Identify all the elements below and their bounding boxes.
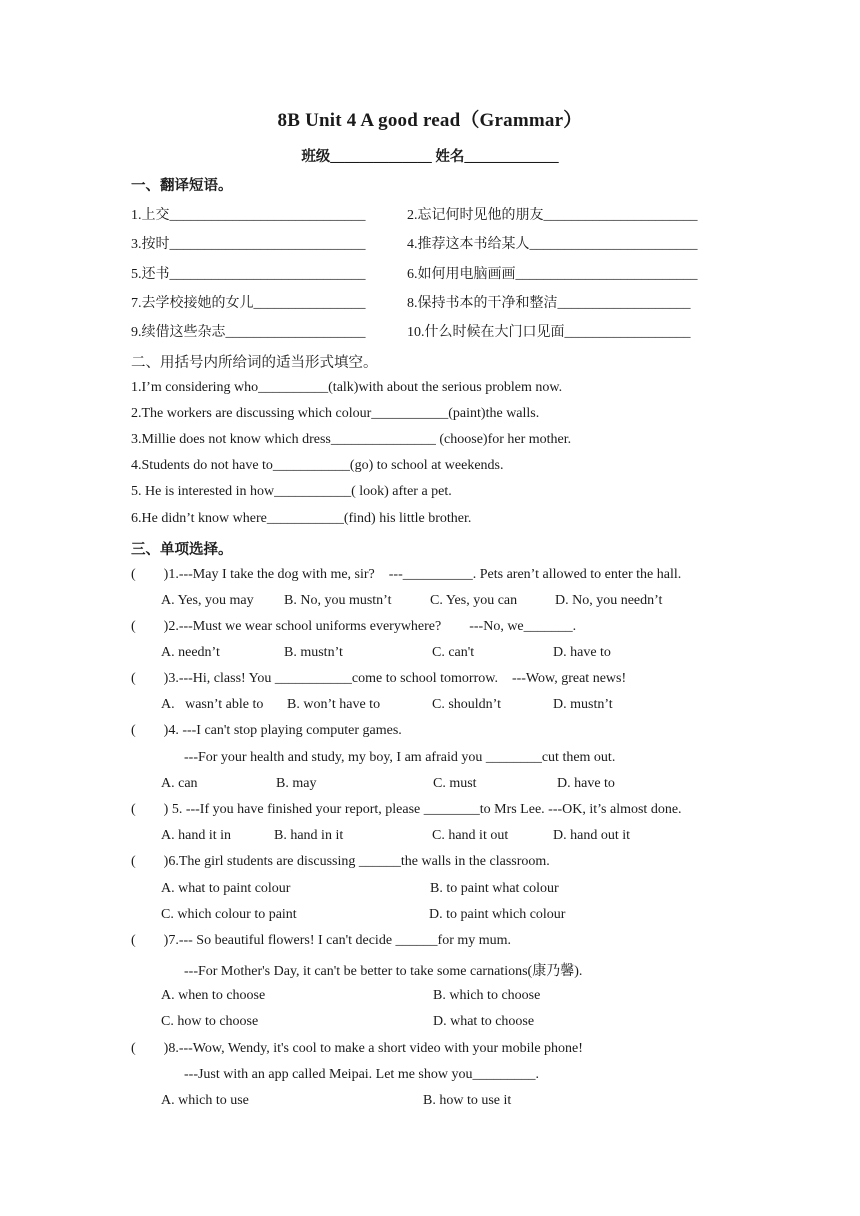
question-7: ( )7.--- So beautiful flowers! I can't decide ______for my mum. <box>131 933 512 948</box>
q5-option-a: A. hand it in <box>161 828 231 843</box>
page-title: 8B Unit 4 A good read（Grammar） <box>277 110 583 131</box>
translate-item-4: 4.推荐这本书给某人________________________ <box>407 237 698 252</box>
q1-option-c: C. Yes, you can <box>430 593 518 608</box>
translate-item-9: 9.续借这些杂志____________________ <box>131 325 366 340</box>
q2-option-c: C. can't <box>432 645 475 660</box>
fill-item-1: 1.I’m considering who__________(talk)with about the serious problem now. <box>131 380 563 395</box>
translate-item-2: 2.忘记何时见他的朋友______________________ <box>407 208 698 223</box>
q7-option-d: D. what to choose <box>433 1014 535 1029</box>
q2-option-b: B. mustn’t <box>284 645 343 660</box>
question-8-reply: ---Just with an app called Meipai. Let me show you_________. <box>184 1067 539 1082</box>
fill-item-4: 4.Students do not have to___________(go) to school at weekends. <box>131 458 504 473</box>
q3-option-a: A. wasn’t able to <box>161 697 264 712</box>
question-7-reply: ---For Mother's Day, it can't be better to take some carnations(康乃馨). <box>184 964 583 979</box>
question-8: ( )8.---Wow, Wendy, it's cool to make a short video with your mobile phone! <box>131 1041 583 1056</box>
question-1: ( )1.---May I take the dog with me, sir? ---__________. Pets aren’t allowed to enter the hall. <box>131 567 682 582</box>
fill-item-5: 5. He is interested in how___________( look) after a pet. <box>131 484 452 499</box>
q6-option-b: B. to paint what colour <box>430 881 559 896</box>
translate-item-8: 8.保持书本的干净和整洁___________________ <box>407 296 691 311</box>
section-3-heading: 三、单项选择。 <box>131 542 233 558</box>
question-2: ( )2.---Must we wear school uniforms everywhere? ---No, we_______. <box>131 619 577 634</box>
q4-option-c: C. must <box>433 776 477 791</box>
q5-option-c: C. hand it out <box>432 828 509 843</box>
q2-option-a: A. needn’t <box>161 645 220 660</box>
q8-option-b: B. how to use it <box>423 1093 512 1108</box>
question-3: ( )3.---Hi, class! You ___________come to school tomorrow. ---Wow, great news! <box>131 671 627 686</box>
question-5: ( ) 5. ---If you have finished your report, please ________to Mrs Lee. ---OK, it’s almost done. <box>131 802 682 817</box>
q3-option-b: B. won’t have to <box>287 697 381 712</box>
q1-option-b: B. No, you mustn’t <box>284 593 392 608</box>
q4-option-a: A. can <box>161 776 198 791</box>
translate-item-1: 1.上交____________________________ <box>131 208 366 223</box>
translate-item-5: 5.还书____________________________ <box>131 267 366 282</box>
fill-item-3: 3.Millie does not know which dress_______________ (choose)for her mother. <box>131 432 572 447</box>
q7-option-c: C. how to choose <box>161 1014 259 1029</box>
q4-option-d: D. have to <box>557 776 615 791</box>
q5-option-b: B. hand in it <box>274 828 344 843</box>
translate-item-7: 7.去学校接她的女儿________________ <box>131 296 366 311</box>
fill-item-6: 6.He didn’t know where___________(find) his little brother. <box>131 511 472 526</box>
q1-option-a: A. Yes, you may <box>161 593 254 608</box>
q7-option-a: A. when to choose <box>161 988 266 1003</box>
q2-option-d: D. have to <box>553 645 611 660</box>
q6-option-c: C. which colour to paint <box>161 907 297 922</box>
class-name-line: 班级______________ 姓名_____________ <box>301 149 559 165</box>
question-6: ( )6.The girl students are discussing ______the walls in the classroom. <box>131 854 550 869</box>
q6-option-d: D. to paint which colour <box>429 907 566 922</box>
translate-item-3: 3.按时____________________________ <box>131 237 366 252</box>
q3-option-c: C. shouldn’t <box>432 697 501 712</box>
translate-item-6: 6.如何用电脑画画__________________________ <box>407 267 698 282</box>
question-4: ( )4. ---I can't stop playing computer games. <box>131 723 402 738</box>
q5-option-d: D. hand out it <box>553 828 630 843</box>
question-4-reply: ---For your health and study, my boy, I am afraid you ________cut them out. <box>184 750 616 765</box>
q4-option-b: B. may <box>276 776 317 791</box>
q1-option-d: D. No, you needn’t <box>555 593 663 608</box>
section-2-heading: 二、用括号内所给词的适当形式填空。 <box>131 355 378 371</box>
q7-option-b: B. which to choose <box>433 988 541 1003</box>
q3-option-d: D. mustn’t <box>553 697 613 712</box>
translate-item-10: 10.什么时候在大门口见面__________________ <box>407 325 691 340</box>
q8-option-a: A. which to use <box>161 1093 249 1108</box>
fill-item-2: 2.The workers are discussing which colour___________(paint)the walls. <box>131 406 540 421</box>
section-1-heading: 一、翻译短语。 <box>131 178 233 194</box>
q6-option-a: A. what to paint colour <box>161 881 291 896</box>
